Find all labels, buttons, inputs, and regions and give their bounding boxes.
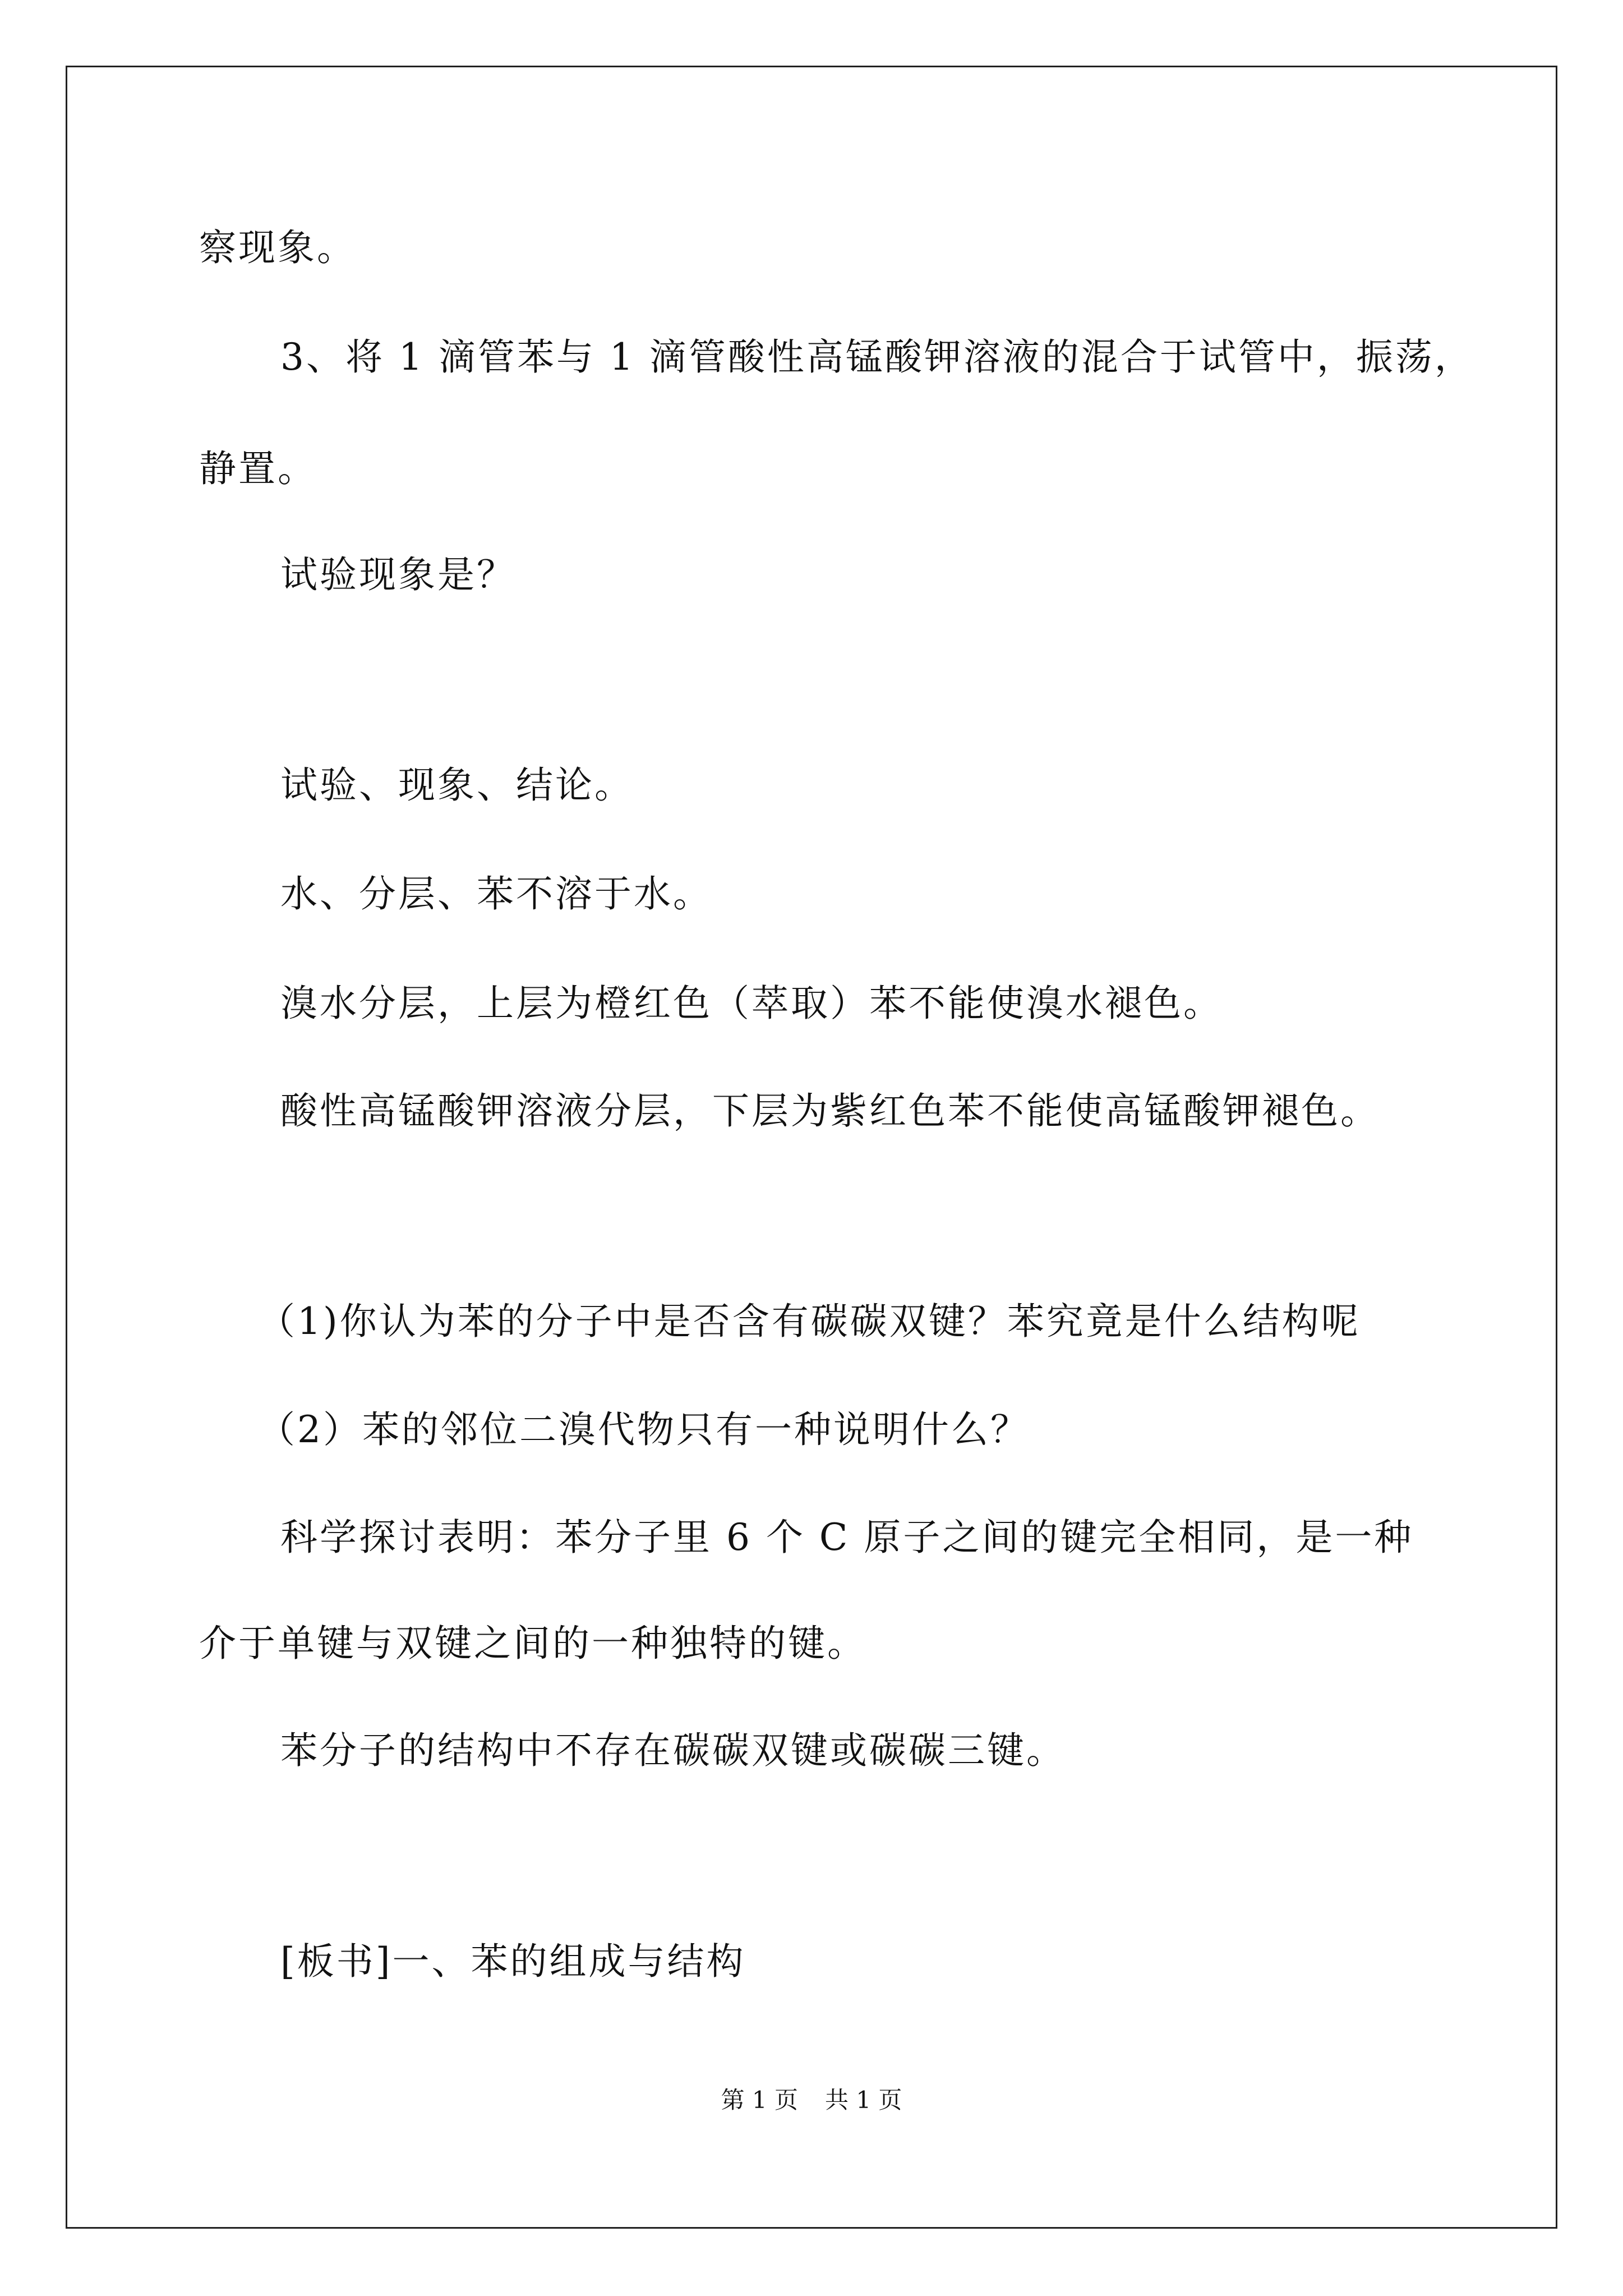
- text-line-1: 察现象。: [199, 226, 356, 269]
- text-line-12: 介于单键与双键之间的一种独特的键。: [199, 1622, 866, 1665]
- text-line-3: 静置。: [199, 447, 317, 490]
- text-line-6: 水、分层、苯不溶于水。: [280, 872, 712, 915]
- text-line-10: （2）苯的邻位二溴代物只有一种说明什么？: [258, 1408, 1030, 1451]
- page-total: 共 1 页: [825, 2086, 902, 2114]
- page-number: 第 1 页: [721, 2086, 798, 2114]
- text-line-14: [板书]一、苯的组成与结构: [280, 1940, 746, 1983]
- text-line-4: 试验现象是？: [280, 553, 516, 596]
- page-border: [66, 66, 1557, 2229]
- text-line-8: 酸性高锰酸钾溶液分层，下层为紫红色苯不能使高锰酸钾褪色。: [280, 1089, 1380, 1133]
- text-line-11: 科学探讨表明：苯分子里 6 个 C 原子之间的键完全相同，是一种: [280, 1516, 1414, 1559]
- text-line-7: 溴水分层，上层为橙红色（萃取）苯不能使溴水褪色。: [280, 982, 1223, 1025]
- page-footer: [0, 2085, 1623, 2116]
- text-line-5: 试验、现象、结论。: [280, 763, 634, 807]
- text-line-2: 3、将 1 滴管苯与 1 滴管酸性高锰酸钾溶液的混合于试管中，振荡，: [280, 335, 1474, 379]
- text-line-9: （1)你认为苯的分子中是否含有碳碳双键？苯究竟是什么结构呢: [258, 1300, 1361, 1343]
- text-line-13: 苯分子的结构中不存在碳碳双键或碳碳三键。: [280, 1729, 1066, 1772]
